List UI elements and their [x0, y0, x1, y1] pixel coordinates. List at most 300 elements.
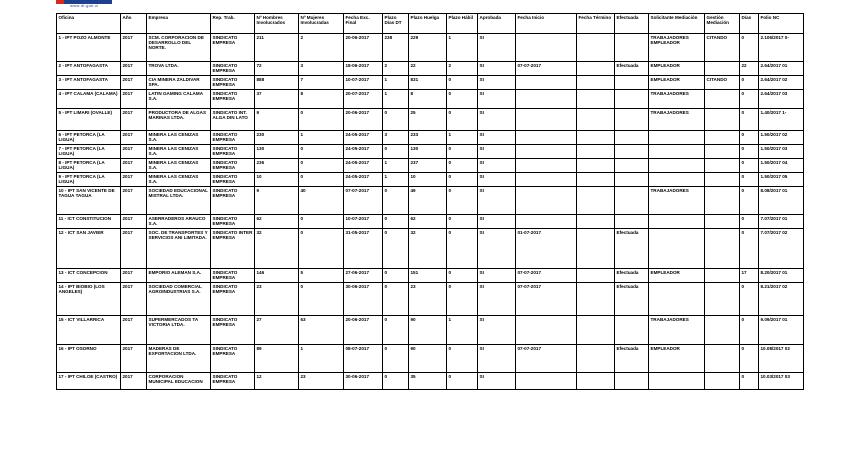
table-cell — [577, 373, 615, 390]
table-cell — [516, 131, 577, 145]
table-cell: 0 — [447, 109, 478, 131]
table-cell: 0 — [447, 373, 478, 390]
table-cell: 30-06-2017 — [344, 283, 383, 316]
table-cell: TRABAJADORES — [649, 187, 705, 215]
table-cell: 8 - IPT PETORCA (LA LIGUA) — [57, 159, 121, 173]
table-cell: 1 — [383, 159, 409, 173]
table-cell — [516, 76, 577, 90]
table-cell: 1 — [447, 34, 478, 62]
table-cell: SI — [478, 76, 516, 90]
table-cell — [516, 145, 577, 159]
table-cell — [705, 62, 740, 76]
table-cell: 31-05-2017 — [344, 229, 383, 269]
table-cell: 62 — [255, 215, 299, 229]
table-cell — [577, 34, 615, 62]
table-cell: 0 — [447, 229, 478, 269]
table-cell: SINDICATO EMPRESA — [211, 159, 255, 173]
table-cell: SI — [478, 373, 516, 390]
table-cell: SINDICATO EMPRESA — [211, 345, 255, 373]
table-cell: SI — [478, 215, 516, 229]
table-cell — [516, 159, 577, 173]
table-cell: 17 — [740, 269, 759, 283]
table-cell: 10 — [409, 173, 447, 187]
table-cell: 18-06-2017 — [344, 62, 383, 76]
table-cell: 0 — [740, 173, 759, 187]
table-cell: 27-06-2017 — [344, 269, 383, 283]
column-header: Empresa — [147, 14, 211, 34]
table-cell: 4 - IPT CALAMA (CALAMA) — [57, 90, 121, 109]
table-cell: 5 - IPT LIMARI (OVALLE) — [57, 109, 121, 131]
table-cell: 233 — [409, 131, 447, 145]
table-cell — [577, 145, 615, 159]
table-cell — [705, 215, 740, 229]
table-cell: 0 — [447, 76, 478, 90]
table-cell: EMPORIO ALEMAN S.A. — [147, 269, 211, 283]
table-cell: 0 — [740, 109, 759, 131]
table-cell: MINERA LAS CENIZAS S.A. — [147, 131, 211, 145]
column-header: Oficina — [57, 14, 121, 34]
table-cell: 07-07-2017 — [344, 187, 383, 215]
table-cell — [577, 283, 615, 316]
table-cell: SI — [478, 159, 516, 173]
table-cell — [577, 62, 615, 76]
table-cell: 0 — [299, 229, 344, 269]
table-cell: 146 — [255, 269, 299, 283]
table-cell: 6 - IPT PETORCA (LA LIGUA) — [57, 131, 121, 145]
table-cell: 2017 — [121, 229, 147, 269]
table-cell: EMPLEADOR — [649, 345, 705, 373]
table-cell: 0 — [740, 145, 759, 159]
column-header: Año — [121, 14, 147, 34]
table-cell: 2017 — [121, 34, 147, 62]
table-cell: TRABAJADORES — [649, 90, 705, 109]
table-cell — [615, 34, 649, 62]
table-row — [57, 373, 804, 390]
table-cell: MINERA LAS CENIZAS S.A. — [147, 173, 211, 187]
table-cell: SINDICATO EMPRESA — [211, 90, 255, 109]
table-cell: 2.64/2017 01 — [759, 62, 804, 76]
table-cell: 0 — [299, 159, 344, 173]
table-cell: SINDICATO EMPRESA — [211, 215, 255, 229]
table-cell: SI — [478, 90, 516, 109]
table-cell: 23 — [409, 283, 447, 316]
table-cell: 0 — [740, 159, 759, 173]
table-cell — [516, 34, 577, 62]
table-cell: 2017 — [121, 131, 147, 145]
table-cell — [577, 229, 615, 269]
table-cell: Efectuada — [615, 345, 649, 373]
table-cell: 0 — [447, 269, 478, 283]
table-cell: 10 — [255, 173, 299, 187]
table-cell: 2017 — [121, 316, 147, 345]
huelgas-table — [56, 13, 804, 390]
table-cell — [577, 131, 615, 145]
table-cell: SI — [478, 269, 516, 283]
table-cell — [577, 269, 615, 283]
table-cell: Efectuada — [615, 283, 649, 316]
table-cell: 5 — [299, 269, 344, 283]
table-cell: 831 — [409, 76, 447, 90]
table-cell: 2017 — [121, 215, 147, 229]
table-cell: 2017 — [121, 159, 147, 173]
table-cell — [649, 283, 705, 316]
table-cell: 1.50/2017 03 — [759, 145, 804, 159]
table-cell — [705, 109, 740, 131]
table-cell: 24-05-2017 — [344, 159, 383, 173]
table-cell: 0 — [740, 187, 759, 215]
table-cell: 23 — [299, 373, 344, 390]
table-cell: 0 — [447, 145, 478, 159]
table-cell: TRABAJADORES — [649, 316, 705, 345]
table-cell: 1 — [383, 90, 409, 109]
table-cell: 10 - IPT SAN VICENTE DE TAGUA TAGUA — [57, 187, 121, 215]
table-cell: 236 — [255, 159, 299, 173]
table-cell: 1.50/2017 05 — [759, 173, 804, 187]
table-cell — [705, 173, 740, 187]
table-cell: 20-07-2017 — [344, 90, 383, 109]
table-cell: 07-07-2017 — [516, 345, 577, 373]
logo-text: www.dt.gob.cl — [70, 3, 99, 8]
table-cell — [615, 76, 649, 90]
table-cell — [577, 215, 615, 229]
table-cell: MINERA LAS CENIZAS S.A. — [147, 145, 211, 159]
table-cell: 0 — [383, 215, 409, 229]
table-cell: 8 — [409, 90, 447, 109]
table-cell: 2017 — [121, 145, 147, 159]
table-cell: 0 — [740, 90, 759, 109]
column-header: Efectuada — [615, 14, 649, 34]
table-cell: 0 — [740, 229, 759, 269]
table-cell: 13 - ICT CONCEPCION — [57, 269, 121, 283]
table-row — [57, 76, 804, 90]
table-cell: 8.08/2017 01 — [759, 187, 804, 215]
table-row — [57, 62, 804, 76]
table-cell: 14 - IPT BIOBIO (LOS ANGELES) — [57, 283, 121, 316]
table-cell: 0 — [740, 283, 759, 316]
table-row — [57, 145, 804, 159]
table-cell: 01-07-2017 — [516, 229, 577, 269]
table-cell: 0 — [447, 187, 478, 215]
table-cell — [615, 316, 649, 345]
table-cell: 08-07-2017 — [344, 345, 383, 373]
table-cell: 8.20/2017 01 — [759, 269, 804, 283]
table-cell: 0 — [447, 283, 478, 316]
table-cell: SI — [478, 34, 516, 62]
table-cell: 2017 — [121, 62, 147, 76]
table-cell — [577, 187, 615, 215]
table-cell: 10-07-2017 — [344, 76, 383, 90]
table-cell: 2.106/2017 0- — [759, 34, 804, 62]
table-cell: SI — [478, 62, 516, 76]
table-cell: SI — [478, 173, 516, 187]
table-cell: 888 — [255, 76, 299, 90]
table-cell: 2.64/2017 02 — [759, 76, 804, 90]
table-cell: 229 — [409, 34, 447, 62]
table-cell — [649, 215, 705, 229]
table-cell — [577, 173, 615, 187]
table-cell: SI — [478, 229, 516, 269]
table-cell — [649, 229, 705, 269]
table-cell: SINDICATO EMPRESA — [211, 62, 255, 76]
table-cell: 2017 — [121, 373, 147, 390]
table-cell: 0 — [740, 76, 759, 90]
column-header: Fecha Exc. Final — [344, 14, 383, 34]
table-cell: 07-07-2017 — [516, 62, 577, 76]
column-header: Fecha Término — [577, 14, 615, 34]
table-cell — [705, 229, 740, 269]
table-cell: Efectuada — [615, 229, 649, 269]
table-cell — [516, 187, 577, 215]
table-cell: 49 — [409, 187, 447, 215]
table-cell: CORPORACION MUNICIPAL EDUCACION — [147, 373, 211, 390]
table-cell: 2017 — [121, 187, 147, 215]
table-cell: 0 — [383, 109, 409, 131]
table-cell: 35 — [409, 373, 447, 390]
table-cell — [615, 173, 649, 187]
table-cell: 24-05-2017 — [344, 131, 383, 145]
table-cell: 1 — [447, 316, 478, 345]
table-cell — [615, 187, 649, 215]
table-cell: 62 — [409, 215, 447, 229]
table-cell: 7 - IPT PETORCA (LA LIGUA) — [57, 145, 121, 159]
table-cell: 3 - IPT ANTOFAGASTA — [57, 76, 121, 90]
table-cell: 0 — [447, 159, 478, 173]
table-cell: 24-05-2017 — [344, 145, 383, 159]
table-row — [57, 316, 804, 345]
table-cell: 22 — [740, 62, 759, 76]
table-cell: 1 — [299, 345, 344, 373]
table-cell — [705, 90, 740, 109]
table-cell: 0 — [740, 215, 759, 229]
table-row — [57, 34, 804, 62]
table-cell: 0 — [740, 34, 759, 62]
table-cell: CIA MINERA ZALDIVAR SPA. — [147, 76, 211, 90]
table-cell: TRABAJADORES EMPLEADOR — [649, 34, 705, 62]
table-cell: 24-05-2017 — [344, 173, 383, 187]
table-cell: TROVA LTDA. — [147, 62, 211, 76]
table-cell — [577, 159, 615, 173]
table-cell: 2017 — [121, 283, 147, 316]
table-cell: 0 — [383, 283, 409, 316]
table-cell: SINDICATO EMPRESA — [211, 269, 255, 283]
table-cell — [615, 373, 649, 390]
table-cell: MADERAS DE EXPORTACION LTDA. — [147, 345, 211, 373]
table-cell: SI — [478, 145, 516, 159]
table-cell — [705, 159, 740, 173]
table-cell: 8.21/2017 02 — [759, 283, 804, 316]
table-cell: 7.07/2017 02 — [759, 229, 804, 269]
table-cell: 89 — [255, 345, 299, 373]
column-header: Días — [740, 14, 759, 34]
table-cell: SI — [478, 109, 516, 131]
table-cell: 0 — [383, 345, 409, 373]
table-cell: 0 — [299, 215, 344, 229]
table-cell: 0 — [740, 131, 759, 145]
table-cell: SI — [478, 283, 516, 316]
table-cell: Efectuada — [615, 269, 649, 283]
table-cell: 0 — [383, 316, 409, 345]
table-cell: 23 — [255, 283, 299, 316]
table-cell: 0 — [299, 145, 344, 159]
table-cell: 2 — [383, 62, 409, 76]
table-cell: 0 — [447, 345, 478, 373]
table-cell: LATIN GAMING CALAMA S.A. — [147, 90, 211, 109]
table-cell: 0 — [740, 373, 759, 390]
table-cell — [516, 316, 577, 345]
table-cell: 0 — [740, 345, 759, 373]
table-cell: 2017 — [121, 76, 147, 90]
table-cell: 211 — [255, 34, 299, 62]
table-cell: 12 — [255, 373, 299, 390]
table-cell — [577, 316, 615, 345]
table-cell: 0 — [299, 173, 344, 187]
column-header: Rep. Trab. — [211, 14, 255, 34]
table-row — [57, 159, 804, 173]
table-cell: 1 - IPT POZO ALMONTE — [57, 34, 121, 62]
table-cell: SINDICATO EMPRESA — [211, 173, 255, 187]
table-cell: SINDICATO EMPRESA — [211, 187, 255, 215]
table-cell: 90 — [409, 345, 447, 373]
column-header: Plazo Hábil — [447, 14, 478, 34]
table-row — [57, 131, 804, 145]
table-cell: 11 - ICT CONSTITUCION — [57, 215, 121, 229]
table-cell: Efectuada — [615, 62, 649, 76]
table-cell: 32 — [255, 229, 299, 269]
table-cell: EMPLEADOR — [649, 62, 705, 76]
column-header: Gestión Mediación — [705, 14, 740, 34]
table-cell: 10.08/2017 02 — [759, 345, 804, 373]
column-header: Plazo Días DT — [383, 14, 409, 34]
table-cell: 2.64/2017 03 — [759, 90, 804, 109]
table-cell: 10.03/2017 03 — [759, 373, 804, 390]
table-cell: CITANDO — [705, 76, 740, 90]
table-cell — [615, 215, 649, 229]
table-cell: 9 — [255, 109, 299, 131]
table-cell — [516, 109, 577, 131]
table-cell: 8 — [299, 90, 344, 109]
table-cell — [705, 269, 740, 283]
table-cell: 1.50/2017 04 — [759, 159, 804, 173]
table-cell: 1.40/2017 1- — [759, 109, 804, 131]
table-cell: SINDICATO EMPRESA — [211, 283, 255, 316]
table-cell: 2 — [299, 34, 344, 62]
table-header-row — [57, 14, 804, 34]
table-cell: 1 — [383, 76, 409, 90]
table-cell: SINDICATO EMPRESA — [211, 145, 255, 159]
table-cell: 22 — [409, 62, 447, 76]
table-row — [57, 269, 804, 283]
table-cell: 0 — [447, 215, 478, 229]
table-cell: SI — [478, 345, 516, 373]
table-cell: SINDICATO INT. ALGA DIN LATO — [211, 109, 255, 131]
table-cell: SINDICATO EMPRESA — [211, 34, 255, 62]
table-cell: 0 — [383, 187, 409, 215]
table-cell — [615, 131, 649, 145]
table-cell: 0 — [447, 90, 478, 109]
table-cell: SINDICATO EMPRESA — [211, 316, 255, 345]
table-cell — [705, 145, 740, 159]
table-cell: 130 — [255, 145, 299, 159]
table-cell: 20-06-2017 — [344, 34, 383, 62]
table-cell — [705, 283, 740, 316]
table-cell: 9 - IPT PETORCA (LA LIGUA) — [57, 173, 121, 187]
table-cell: 40 — [299, 187, 344, 215]
table-cell: 12 - ICT SAN JAVIER — [57, 229, 121, 269]
table-cell: 1 — [383, 173, 409, 187]
table-cell: SI — [478, 131, 516, 145]
table-cell: 7.07/2017 01 — [759, 215, 804, 229]
table-cell: 0 — [299, 109, 344, 131]
table-cell: 37 — [255, 90, 299, 109]
column-header: Nº Hombres Involucrados — [255, 14, 299, 34]
table-cell: 2017 — [121, 269, 147, 283]
table-cell: 3 — [383, 131, 409, 145]
table-cell: 0 — [740, 316, 759, 345]
table-cell: SI — [478, 187, 516, 215]
table-row — [57, 215, 804, 229]
table-cell: 20-06-2017 — [344, 109, 383, 131]
column-header: Folio NC — [759, 14, 804, 34]
table-cell: 2017 — [121, 173, 147, 187]
table-cell — [649, 145, 705, 159]
column-header: Plazo Huelga — [409, 14, 447, 34]
table-cell: 2 — [447, 62, 478, 76]
table-cell: SINDICATO EMPRESA — [211, 131, 255, 145]
header-logo — [56, 0, 114, 8]
table-cell: TRABAJADORES — [649, 109, 705, 131]
table-cell: 25 — [409, 109, 447, 131]
table-cell: 32 — [409, 229, 447, 269]
table-cell — [577, 109, 615, 131]
table-cell: 2017 — [121, 90, 147, 109]
table-cell: EMPLEADOR — [649, 269, 705, 283]
table-cell: 1 — [447, 131, 478, 145]
column-header: Solicitante Mediación — [649, 14, 705, 34]
table-cell: 30-06-2017 — [344, 373, 383, 390]
table-cell — [516, 90, 577, 109]
table-cell: 2017 — [121, 345, 147, 373]
table-row — [57, 283, 804, 316]
column-header: Fecha Inicio — [516, 14, 577, 34]
table-cell — [615, 109, 649, 131]
table-cell: SUPERMERCADOS TA VICTORIA LTDA. — [147, 316, 211, 345]
table-cell: 9.09/2017 01 — [759, 316, 804, 345]
table-cell — [615, 159, 649, 173]
table-cell: SOC. DE TRANSPORTES Y SERVICIOS ANI LIMITADA. — [147, 229, 211, 269]
table-cell: 7 — [299, 76, 344, 90]
table-cell — [705, 345, 740, 373]
table-cell: 230 — [255, 131, 299, 145]
table-cell: 1 — [299, 131, 344, 145]
table-cell — [615, 145, 649, 159]
table-row — [57, 187, 804, 215]
table-cell: 2017 — [121, 109, 147, 131]
table-cell — [649, 131, 705, 145]
table-cell: 20-06-2017 — [344, 316, 383, 345]
table-cell: 0 — [299, 283, 344, 316]
table-cell — [705, 187, 740, 215]
column-header: Nº Mujeres Involucradas — [299, 14, 344, 34]
table-cell: 0 — [383, 373, 409, 390]
table-cell: 90 — [409, 316, 447, 345]
flag-red-bar — [56, 0, 64, 4]
table-cell: 07-07-2017 — [516, 269, 577, 283]
table-cell: 15 - ICT VILLARRICA — [57, 316, 121, 345]
table-cell: 0 — [383, 269, 409, 283]
table-cell — [516, 373, 577, 390]
table-cell: SCM. CORPORACION DE DESARROLLO DEL NORTE. — [147, 34, 211, 62]
table-row — [57, 173, 804, 187]
